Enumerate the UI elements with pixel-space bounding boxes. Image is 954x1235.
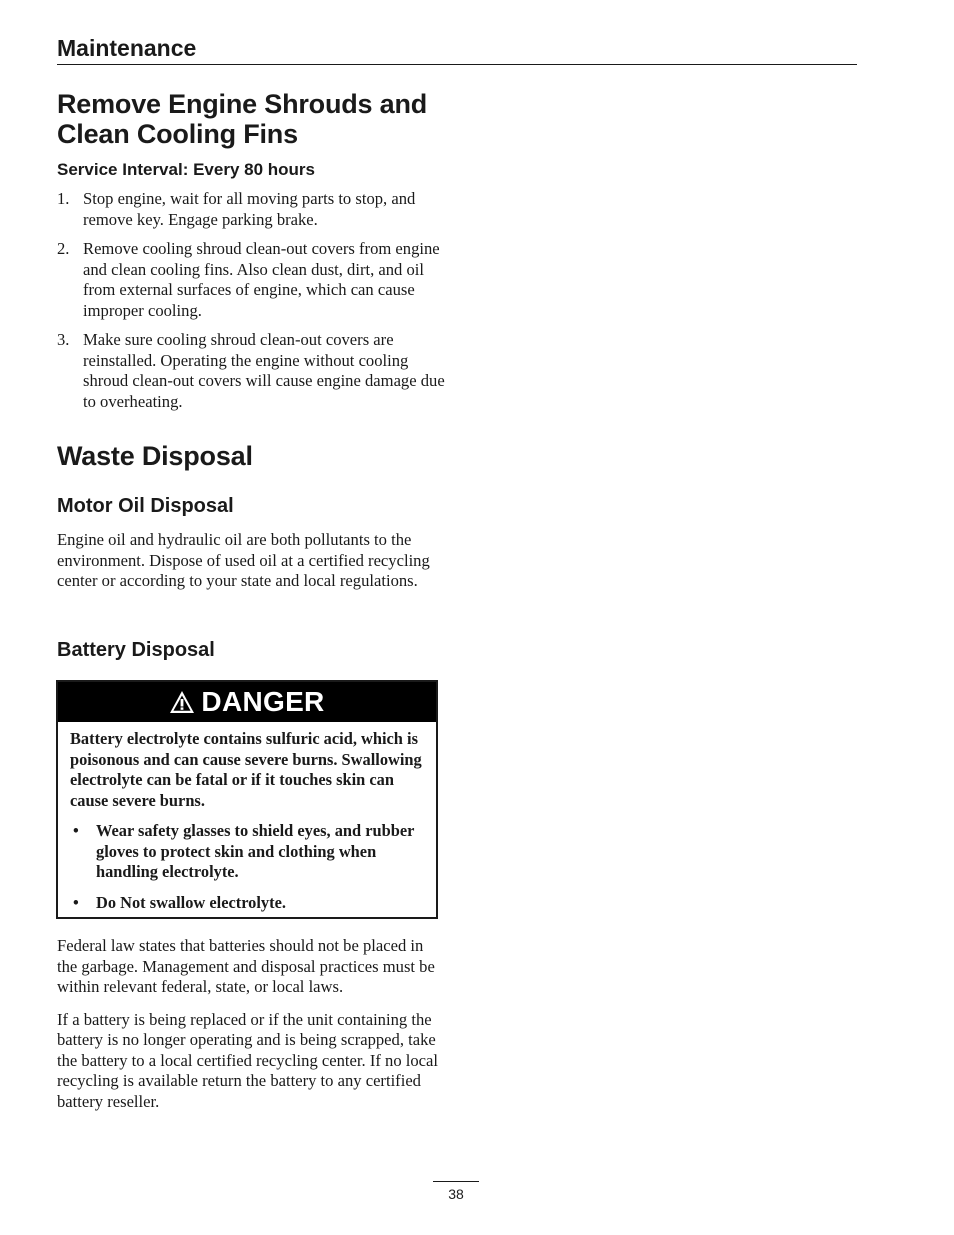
motor-oil-heading: Motor Oil Disposal xyxy=(57,495,234,517)
battery-paragraphs xyxy=(57,936,447,1112)
shrouds-section xyxy=(57,89,447,421)
step-text: Remove cooling shroud clean-out covers from engine and clean cooling fins. Also clean dust, dirt, and oil from external surfaces of engine, which can cause improper cooling. xyxy=(83,239,440,320)
danger-bullet-item xyxy=(70,821,424,883)
danger-bullet-text: Wear safety glasses to shield eyes, and rubber gloves to protect skin and clothing when handling electrolyte. xyxy=(96,821,415,881)
step-item xyxy=(57,189,447,230)
danger-bullet-text: Do Not swallow electrolyte. xyxy=(96,892,286,912)
motor-oil-section xyxy=(57,494,447,592)
danger-text: Battery electrolyte contains sulfuric acid, which is poisonous and can cause severe burns. Swallowing electrolyte can be fatal or if it touches skin can cause severe burns. xyxy=(70,729,422,810)
motor-oil-body: Engine oil and hydraulic oil are both pollutants to the environment. Dispose of used oil at a certified recycling center or according to your state and local regulations. xyxy=(57,530,430,590)
step-text: Stop engine, wait for all moving parts to stop, and remove key. Engage parking brake. xyxy=(83,189,416,229)
warning-triangle-icon xyxy=(169,690,195,714)
bullet-icon: • xyxy=(73,892,79,912)
battery-para-2: If a battery is being replaced or if the unit containing the battery is no longer operating and is being scrapped, take the battery to a local certified recycling center. If no local recycling is available return the battery to any certified battery reseller. xyxy=(57,1009,439,1111)
shrouds-steps xyxy=(57,189,447,412)
shrouds-title-line2: Clean Cooling Fins xyxy=(57,119,298,149)
battery-section xyxy=(57,638,447,662)
danger-body xyxy=(58,722,436,913)
step-number: 3. xyxy=(57,330,70,349)
danger-banner xyxy=(58,682,436,722)
shrouds-title xyxy=(57,89,447,149)
step-number: 2. xyxy=(57,239,70,258)
header-divider xyxy=(57,64,857,65)
danger-callout xyxy=(56,680,438,919)
danger-bullets xyxy=(70,821,424,913)
battery-para-1: Federal law states that batteries should not be placed in the garbage. Management and disposal practices must be within relevant federal, state, or local laws. xyxy=(57,936,435,996)
page-number: 38 xyxy=(448,1186,464,1202)
step-number: 1. xyxy=(57,189,70,208)
waste-section xyxy=(57,441,447,471)
danger-label: DANGER xyxy=(201,686,325,717)
battery-heading: Battery Disposal xyxy=(57,639,215,661)
section-header: Maintenance xyxy=(57,35,197,61)
waste-title: Waste Disposal xyxy=(57,441,253,471)
danger-bullet-item xyxy=(70,893,424,914)
footer-divider xyxy=(433,1181,479,1182)
service-interval: Service Interval: Every 80 hours xyxy=(57,160,315,179)
shrouds-title-line1: Remove Engine Shrouds and xyxy=(57,89,428,119)
step-item xyxy=(57,330,447,412)
step-text: Make sure cooling shroud clean-out covers are reinstalled. Operating the engine without cooling shroud clean-out covers will cause engine damage due to overheating. xyxy=(83,330,445,411)
bullet-icon: • xyxy=(73,821,79,840)
step-item xyxy=(57,239,447,321)
